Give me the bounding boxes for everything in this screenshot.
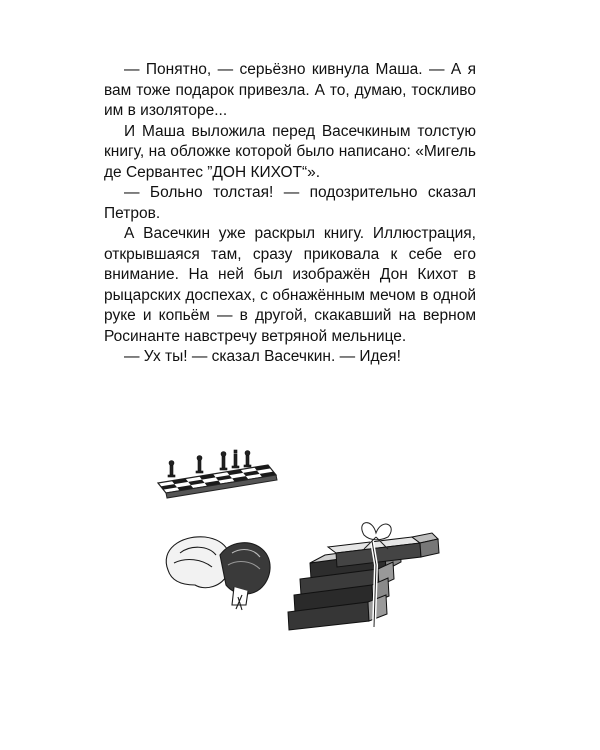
chessboard-icon [158, 450, 277, 498]
body-text [104, 60, 476, 368]
paragraph-5: — Ух ты! — сказал Васечкин. — Идея! [124, 348, 401, 365]
paragraph-3: — Больно толстая! — подозрительно сказал Петров. [104, 184, 476, 222]
paragraph-2: И Маша выложила перед Васечкиным толстую книгу, на обложке которой было написано: «Мигель де Сервантес ”ДОН КИХОТ“». [104, 122, 476, 181]
gifts-illustration [150, 445, 450, 635]
stack-of-books-icon [288, 523, 439, 630]
boxing-gloves-icon [166, 537, 270, 610]
paragraph-1: — Понятно, — серьёзно кивнула Маша. — А я вам тоже подарок привезла. А то, думаю, тоскливо им в изоляторе... [104, 61, 476, 119]
paragraph-4: А Васечкин уже раскрыл книгу. Иллюстрация, открывшаяся там, сразу приковала к себе его внимание. На ней был изображён Дон Кихот в рыцарских доспехах, с обнажённым мечом в одной руке и копьём — в другой, скакавший на верном Росинанте навстречу ветряной мельнице. [104, 225, 476, 345]
